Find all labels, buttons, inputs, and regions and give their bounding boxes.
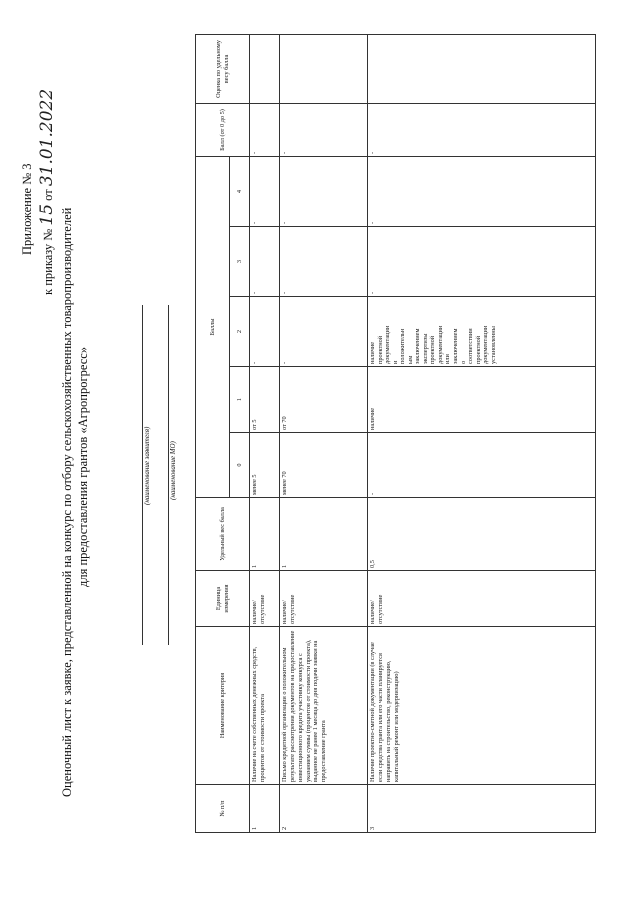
row-weighted: [250, 34, 280, 103]
row-criterion: Наличие на счете собственных денежных средств, процентов от стоимости проекта: [250, 627, 280, 785]
row-unit: наличие/ отсутствие: [250, 571, 280, 627]
row-p4: -: [368, 156, 596, 226]
row-weighted: [368, 34, 596, 103]
table-row: [250, 34, 280, 832]
row-p0: менее 70: [280, 433, 368, 498]
header-p1: 1: [230, 367, 250, 433]
header-points: Баллы: [196, 156, 230, 497]
header-score: Балл (от 0 до 5): [196, 103, 250, 156]
header-p4: 4: [230, 156, 250, 226]
order-number: 15: [37, 203, 57, 226]
header-p2: 2: [230, 297, 250, 367]
row-num: 3: [368, 785, 596, 833]
header-num: № п/п: [196, 785, 250, 833]
row-unit: наличие/ отсутствие: [368, 571, 596, 627]
row-p3: -: [280, 227, 368, 297]
mo-caption: (наименование МО): [169, 441, 177, 500]
title-line-1: Оценочный лист к заявке, представленной на конкурс по отбору сельскохозяйственных товаропроизводителей: [60, 207, 74, 797]
row-weight: 0,5: [368, 498, 596, 571]
order-line: [37, 89, 57, 295]
row-p2: -: [280, 297, 368, 367]
row-p0: -: [368, 433, 596, 498]
title-line-2: для предоставления грантов «Агропрогресс»: [76, 346, 90, 587]
applicant-caption: (наименование заявителя): [143, 426, 151, 505]
row-p2-conditions: наличие проектной документации и положительн ым заключением экспертизы проектной документации или заключением о соответствии проектной документации установленны: [368, 297, 596, 367]
row-unit: наличие/ отсутствие: [280, 571, 368, 627]
row-weighted: [280, 34, 368, 103]
table-row: [368, 34, 596, 832]
appendix-label: Приложение № 3: [20, 163, 34, 255]
order-from: от: [41, 189, 55, 201]
order-prefix: к приказу №: [41, 228, 55, 295]
row-p5: -: [280, 103, 368, 156]
header-p0: 0: [230, 433, 250, 498]
row-p2: -: [250, 297, 280, 367]
header-unit: Единица измерения: [196, 571, 250, 627]
row-criterion: Письмо кредитной организации о положительном результате рассмотрения документов на предоставление инвестиционного кредита участнику конкурса с указанием суммы (процентов от стоимости проекта), выданное не ранее 1 месяца до дня подачи заявки на предоставление гранта: [280, 627, 368, 785]
header-criterion: Наименование критерия: [196, 627, 250, 785]
row-weight: 1: [250, 498, 280, 571]
row-p4: -: [250, 156, 280, 226]
row-criterion: Наличие проектно-сметной документации (в случае если средства гранта или его части планируется направить на строительство, реконструкцию, капитальный ремонт или модернизацию): [368, 627, 596, 785]
row-p0: менее 5: [250, 433, 280, 498]
row-p3: -: [368, 227, 596, 297]
row-num: 1: [250, 785, 280, 833]
row-p1: наличие: [368, 367, 596, 433]
row-p5: -: [368, 103, 596, 156]
row-p5: -: [250, 103, 280, 156]
row-p4: -: [280, 156, 368, 226]
header-weighted: Оценка по удельному весу балла: [196, 34, 250, 103]
row-num: 2: [280, 785, 368, 833]
evaluation-table: [195, 34, 596, 833]
row-p1: от 5: [250, 367, 280, 433]
order-date: 31.01.2022: [37, 88, 57, 187]
row-p3: -: [250, 227, 280, 297]
row-p1: от 70: [280, 367, 368, 433]
row-weight: 1: [280, 498, 368, 571]
header-weight: Удельный вес балла: [196, 498, 250, 571]
header-p3: 3: [230, 227, 250, 297]
table-row: [280, 34, 368, 832]
